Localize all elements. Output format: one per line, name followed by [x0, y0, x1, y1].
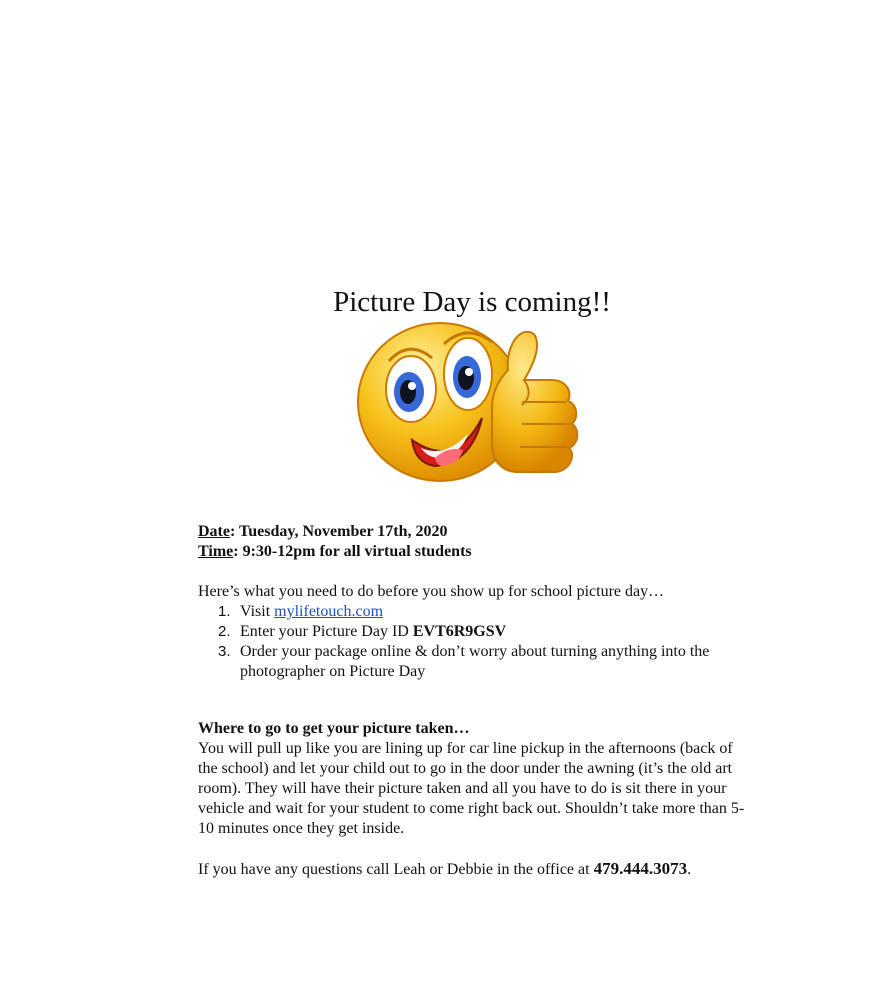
- location-heading: Where to go to get your picture taken…: [198, 720, 470, 737]
- picture-day-id: EVT6R9GSV: [412, 623, 507, 640]
- contact-suffix: .: [687, 861, 692, 878]
- thumbs-up-smiley-icon: [356, 322, 592, 488]
- time-line: [198, 542, 754, 562]
- mylifetouch-link[interactable]: mylifetouch.com: [274, 603, 384, 620]
- instructions-intro: Here’s what you need to do before you show up for school picture day…: [198, 583, 665, 600]
- contact-line: [198, 859, 754, 880]
- list-item-number: 3.: [218, 643, 231, 660]
- list-item: [198, 622, 754, 642]
- list-item-text: Visit: [240, 603, 275, 620]
- list-item: [198, 642, 754, 682]
- list-item-text: Enter your Picture Day ID: [240, 623, 413, 640]
- phone-number: 479.444.3073: [593, 859, 688, 878]
- list-item-number: 1.: [218, 603, 231, 620]
- contact-text: If you have any questions call Leah or Debbie in the office at: [198, 861, 594, 878]
- date-label: Date: [198, 523, 230, 540]
- date-line: [198, 522, 754, 542]
- list-item-text: Order your package online & don’t worry about turning anything into the photographer on Picture Day: [240, 643, 710, 680]
- page-title: Picture Day is coming!!: [333, 286, 611, 318]
- instructions-list: [198, 602, 754, 682]
- time-label: Time: [198, 543, 234, 560]
- time-value: : 9:30-12pm for all virtual students: [233, 543, 472, 560]
- date-value: : Tuesday, November 17th, 2020: [229, 523, 448, 540]
- document-body: [198, 522, 754, 880]
- list-item: [198, 602, 754, 622]
- location-body: You will pull up like you are lining up for car line pickup in the afternoons (back of the school) and let your child out to go in the door under the awning (it’s the old art room). They will have their picture taken and all you have to do is sit there in your vehicle and wait for your student to come right back out. Shouldn’t take more than 5-10 minutes once they get inside.: [198, 740, 745, 837]
- list-item-number: 2.: [218, 623, 231, 640]
